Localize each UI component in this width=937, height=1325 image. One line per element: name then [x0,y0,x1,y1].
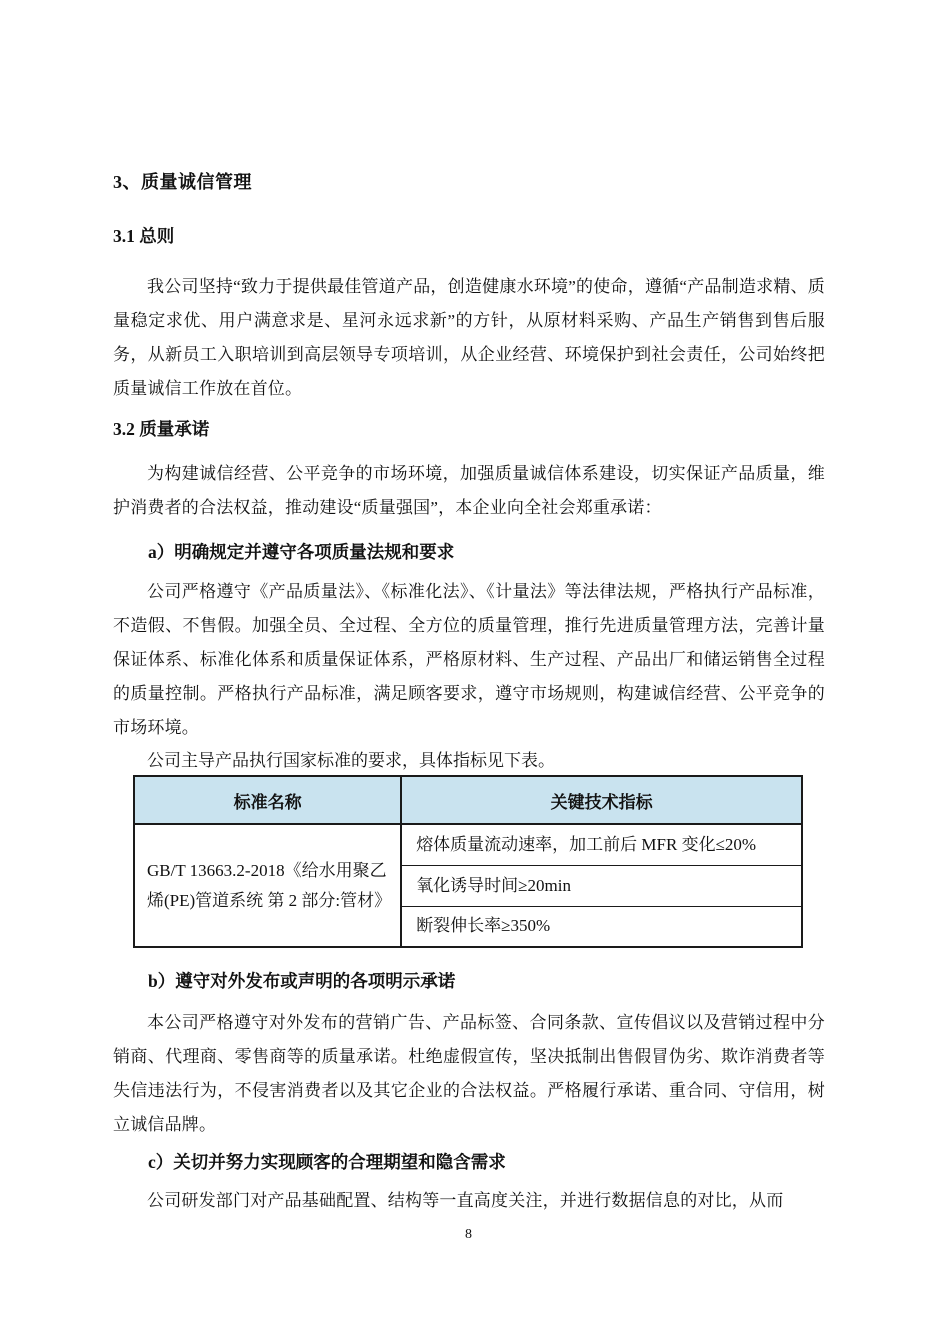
table-header-key-indicators: 关键技术指标 [401,776,802,824]
table-intro-text: 公司主导产品执行国家标准的要求，具体指标见下表。 [147,751,555,770]
item-a-heading: a）明确规定并遵守各项质量法规和要求 [148,542,455,562]
section-heading: 3、质量诚信管理 [113,172,252,192]
standards-table [133,775,803,948]
indicator-cell-elongation: 断裂伸长率≥350% [401,906,802,947]
item-b-paragraph: 本公司严格遵守对外发布的营销广告、产品标签、合同条款、宣传倡议以及营销过程中分销商、代理商、零售商等的质量承诺。杜绝虚假宣传，坚决抵制出售假冒伪劣、欺诈消费者等失信违法行为，不侵害消费者以及其它企业的合法权益。严格履行承诺、重合同、守信用，树立诚信品牌。 [113,1013,825,1134]
page-number: 8 [465,1227,472,1242]
standard-name-cell: GB/T 13663.2-2018《给水用聚乙烯(PE)管道系统 第 2 部分:管材》 [134,824,401,947]
item-c-heading: c）关切并努力实现顾客的合理期望和隐含需求 [148,1152,506,1172]
item-a-paragraph: 公司严格遵守《产品质量法》、《标准化法》、《计量法》等法律法规，严格执行产品标准，不造假、不售假。加强全员、全过程、全方位的质量管理，推行先进质量管理方法，完善计量保证体系、标准化体系和质量保证体系，严格原材料、生产过程、产品出厂和储运销售全过程的质量控制。严格执行产品标准，满足顾客要求，遵守市场规则，构建诚信经营、公平竞争的市场环境。 [113,582,825,737]
table-header-row [134,776,802,824]
item-b-heading: b）遵守对外发布或声明的各项明示承诺 [148,971,456,991]
subsection-3-1-paragraph: 我公司坚持“致力于提供最佳管道产品，创造健康水环境”的使命，遵循“产品制造求精、质量稳定求优、用户满意求是、星河永远求新”的方针，从原材料采购、产品生产销售到售后服务，从新员工入职培训到高层领导专项培训，从企业经营、环境保护到社会责任，公司始终把质量诚信工作放在首位。 [113,277,825,398]
subsection-3-2-heading: 3.2 质量承诺 [113,419,210,439]
subsection-3-1-heading: 3.1 总则 [113,226,175,246]
subsection-3-2-paragraph: 为构建诚信经营、公平竞争的市场环境，加强质量诚信体系建设，切实保证产品质量，维护消费者的合法权益，推动建设“质量强国”，本企业向全社会郑重承诺： [113,464,825,517]
table-row [134,824,802,865]
indicator-cell-mfr: 熔体质量流动速率，加工前后 MFR 变化≤20% [401,824,802,865]
indicator-cell-oxidation: 氧化诱导时间≥20min [401,865,802,906]
table-header-standard-name: 标准名称 [134,776,401,824]
item-c-paragraph: 公司研发部门对产品基础配置、结构等一直高度关注，并进行数据信息的对比，从而 [147,1191,784,1210]
